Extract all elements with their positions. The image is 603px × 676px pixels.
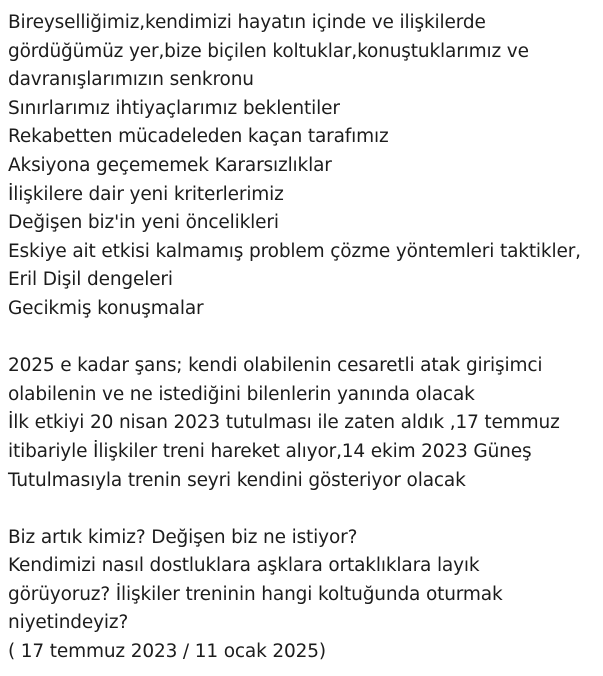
date-range-line: ( 17 temmuz 2023 / 11 ocak 2025): [8, 641, 326, 663]
paragraph-3: [8, 524, 598, 667]
text-line: Rekabetten mücadeleden kaçan tarafımız: [8, 126, 389, 148]
paragraph-gap: [8, 324, 598, 353]
text-line: 2025 e kadar şans; kendi olabilenin cesaretli atak girişimci: [8, 355, 543, 377]
paragraph-2: [8, 352, 598, 495]
text-line: Eril Dişil dengeleri: [8, 269, 173, 291]
paragraph-1: [8, 9, 598, 324]
text-line: görüyoruz? İlişkiler treninin hangi koltuğunda oturmak: [8, 583, 503, 605]
text-line: olabilenin ve ne istediğini bilenlerin yanında olacak: [8, 383, 475, 405]
text-line: davranışlarımızın senkronu: [8, 69, 254, 91]
text-line: Kendimizi nasıl dostluklara aşklara ortaklıklara layık: [8, 555, 480, 577]
text-line: Bireyselliğimiz,kendimizi hayatın içinde ve ilişkilerde: [8, 12, 486, 33]
text-line: Aksiyona geçememek Kararsızlıklar: [8, 154, 332, 176]
text-line: İlk etkiyi 20 nisan 2023 tutulması ile zaten aldık ,17 temmuz: [8, 412, 560, 434]
paragraph-gap: [8, 495, 598, 524]
text-line: Değişen biz'in yeni öncelikleri: [8, 212, 279, 234]
text-line: Gecikmiş konuşmalar: [8, 297, 204, 319]
text-line: Biz artık kimiz? Değişen biz ne istiyor?: [8, 526, 358, 548]
text-line: Eskiye ait etkisi kalmamış problem çözme yöntemleri taktikler,: [8, 240, 581, 262]
text-line: İlişkilere dair yeni kriterlerimiz: [8, 183, 284, 205]
text-line: Tutulmasıyla trenin seyri kendini gösteriyor olacak: [8, 469, 466, 491]
text-line: Sınırlarımız ihtiyaçlarımız beklentiler: [8, 97, 340, 119]
text-line: gördüğümüz yer,bize biçilen koltuklar,konuştuklarımız ve: [8, 40, 529, 62]
post-text: [8, 9, 598, 667]
text-line: niyetindeyiz?: [8, 612, 129, 634]
text-line: itibariyle İlişkiler treni hareket alıyor,14 ekim 2023 Güneş: [8, 440, 532, 462]
